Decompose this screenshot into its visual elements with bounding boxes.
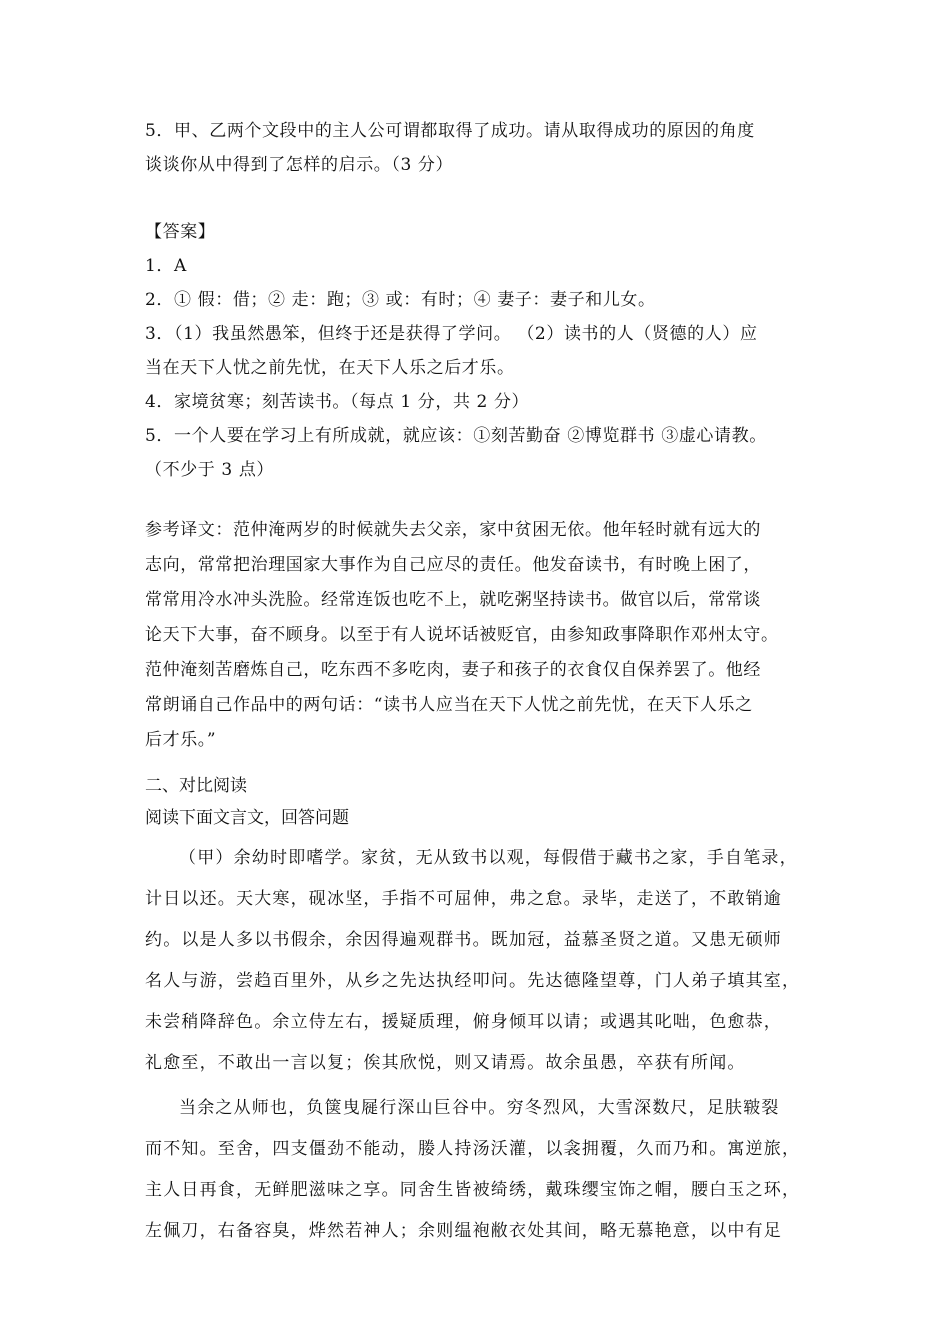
answer-line: 3．（1）我虽然愚笨，但终于还是获得了学问。 （2）读书的人（贤德的人）应	[145, 324, 758, 344]
passage-line: 而不知。至舍，四支僵劲不能动，媵人持汤沃灌，以衾拥覆，久而乃和。寓逆旅，	[145, 1139, 801, 1159]
passage-line: 名人与游，尝趋百里外，从乡之先达执经叩问。先达德隆望尊，门人弟子填其室，	[145, 971, 801, 991]
question-5-line: 谈谈你从中得到了怎样的启示。（3 分）	[145, 155, 454, 175]
passage-jia	[145, 838, 810, 1084]
answer-line: （不少于 3 点）	[145, 460, 275, 480]
passage-line: 主人日再食，无鲜肥滋味之享。同舍生皆被绮绣，戴珠缨宝饰之帽，腰白玉之环，	[145, 1180, 801, 1200]
answers-section	[145, 215, 810, 487]
section-2-instruction: 阅读下面文言文，回答问题	[145, 808, 349, 828]
answer-line: 1．A	[145, 256, 187, 276]
passage-line: 计日以还。天大寒，砚冰坚，手指不可屈伸，弗之怠。录毕，走送了，不敢销逾	[145, 889, 782, 909]
passage-line: 当余之从师也，负箧曳屣行深山巨谷中。穷冬烈风，大雪深数尺，足肤皲裂	[179, 1098, 780, 1118]
passage-line: 左佩刀，右备容臭，烨然若神人；余则缊袍敝衣处其间，略无慕艳意，以中有足	[145, 1221, 782, 1241]
translation-line: 范仲淹刻苦磨炼自己，吃东西不多吃肉，妻子和孩子的衣食仅自保养罢了。他经	[145, 660, 761, 680]
question-5	[145, 114, 810, 182]
translation-line: 参考译文：范仲淹两岁的时候就失去父亲，家中贫困无依。他年轻时就有远大的	[145, 520, 761, 540]
answer-line: 当在天下人忧之前先忧，在天下人乐之后才乐。	[145, 358, 515, 378]
passage-line: 未尝稍降辞色。余立侍左右，援疑质理，俯身倾耳以请；或遇其叱咄，色愈恭，	[145, 1012, 782, 1032]
translation-line: 志向，常常把治理国家大事作为自己应尽的责任。他发奋读书，有时晚上困了，	[145, 555, 761, 575]
section-2-title: 二、对比阅读	[145, 776, 247, 796]
answers-heading: 【答案】	[145, 222, 216, 242]
passage-line: 礼愈至，不敢出一言以复；俟其欣悦，则又请焉。故余虽愚，卒获有所闻。	[145, 1053, 746, 1073]
question-5-line: 5．甲、乙两个文段中的主人公可谓都取得了成功。请从取得成功的原因的角度	[145, 121, 755, 141]
answer-line: 5．一个人要在学习上有所成就，就应该：①刻苦勤奋 ②博览群书 ③虚心请教。	[145, 426, 767, 446]
translation-line: 常朗诵自己作品中的两句话：“读书人应当在天下人忧之前先忧，在天下人乐之	[145, 695, 753, 715]
passage-jia-paragraph-2	[145, 1088, 810, 1252]
answer-line: 2．① 假：借；② 走：跑；③ 或：有时；④ 妻子：妻子和儿女。	[145, 290, 656, 310]
passage-line: （甲）余幼时即嗜学。家贫，无从致书以观，每假借于藏书之家，手自笔录，	[179, 848, 798, 868]
section-2-header	[145, 770, 810, 834]
passage-line: 约。以是人多以书假余，余因得遍观群书。既加冠，益慕圣贤之道。又患无硕师	[145, 930, 782, 950]
translation	[145, 513, 810, 758]
translation-line: 常常用冷水冲头洗脸。经常连饭也吃不上，就吃粥坚持读书。做官以后，常常谈	[145, 590, 761, 610]
answer-line: 4．家境贫寒；刻苦读书。（每点 1 分，共 2 分）	[145, 392, 530, 412]
translation-line: 论天下大事，奋不顾身。以至于有人说坏话被贬官，由参知政事降职作邓州太守。	[145, 625, 779, 645]
translation-line: 后才乐。”	[145, 730, 217, 750]
